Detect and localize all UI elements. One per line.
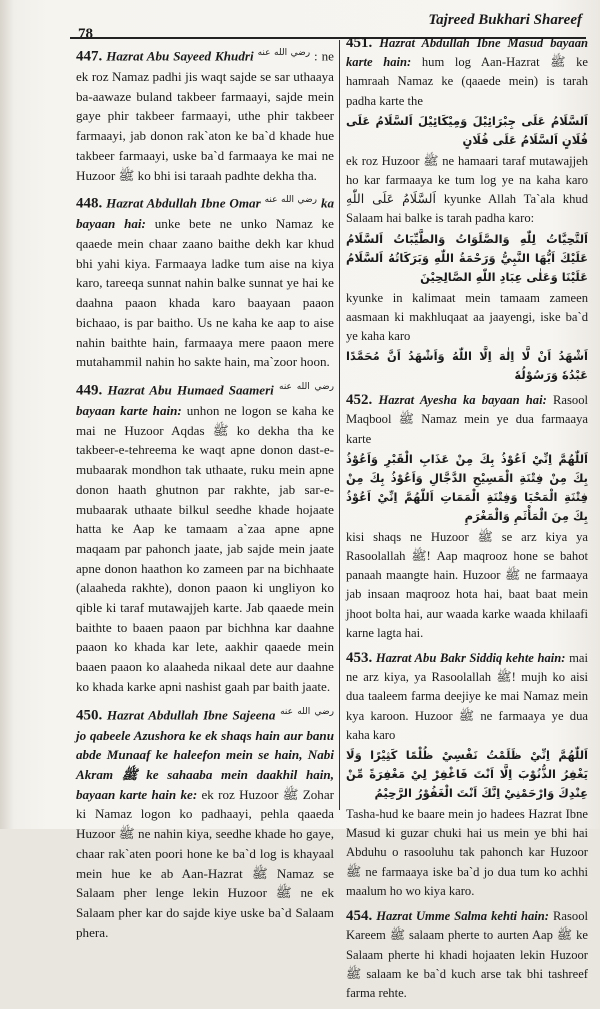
hadith-451 [346, 34, 588, 385]
hadith-narrator: Hazrat Abdullah Ibne Masud bayaan karte hain: [346, 36, 588, 70]
hadith-text: mai ne arz kiya, ya Rasoolallah ﷺ! mujh ko aisi dua taaleem farma deejiye ke mai Namaz mein kya karoon. Huzoor ﷺ ne farmaaya ye dua kaha karo [346, 651, 588, 742]
column-divider [339, 40, 340, 810]
hadith-447 [76, 44, 334, 185]
hadith-text: ek roz Huzoor ﷺ ne hamaari taraf mutawajjeh ho kar farmaaya ke tum log ye na kaha karo اَلسَّلَامُ عَلَى اللّٰهِ kyunke Allah Ta`ala khud Salaam hai balke is tarah padha karo: [346, 153, 588, 226]
hadith-text: kisi shaqs ne Huzoor ﷺ se arz kiya ya Rasoolallah ﷺ! Aap maqrooz hone se bahot panaah maangte hain. Huzoor ﷺ ne farmaaya jab insaan maqrooz hota hai, baat baat mein jhoot bolta hai, aur waada karke waada khilaafi karne lagta hai. [346, 529, 589, 640]
hadith-452 [346, 391, 588, 643]
narrator-suffix: kehti hain: [491, 909, 549, 924]
page-number: 78 [78, 26, 93, 42]
hadith-text: unke bete ne unko Namaz ke qaaede mein chaar zaano baithe dekh kar khud bhi yahi kiya. Farmaaya ladke tum aise na kiya karo, tareeqa sunnat nahin balke sunnat ye hai ke daahna paaon khada karo baayaan paaon bichaao, is par baitho. Us ne kaha ke aap to aise nahin baithte hain, farmaaya mere paaon mere mutahammil nahin ho sakte hain, ma`zoor hoon. [76, 216, 334, 370]
hadith-text: Rasool Maqbool ﷺ Namaz mein ye dua farmaaya karte [346, 393, 588, 446]
hadith-number: 452. [346, 392, 373, 409]
hadith-narrator: Hazrat Abu Humaed Saameri [107, 382, 274, 398]
hadith-number: 447. [76, 48, 103, 65]
honorific-ra: رضي الله عنه [279, 381, 334, 392]
right-column [346, 34, 588, 1009]
honorific-ra: رضي الله عنه [280, 706, 335, 717]
narrator-suffix: ka bayaan hai: [462, 393, 547, 408]
page-gutter-shadow [0, 0, 14, 829]
narrator-suffix: ka bayaan hai: [76, 195, 335, 232]
hadith-narrator: Hazrat Umme Salma [376, 909, 488, 924]
hadith-448 [76, 191, 334, 372]
hadith-narrator: Hazrat Abdullah Ibne Omar [106, 195, 261, 211]
hadith-450 [76, 703, 334, 943]
hadith-454 [346, 907, 588, 1003]
arabic-text: اَشْهَدُ اَنْ لَّا اِلٰهَ اِلَّا اللّٰهُ وَاَشْهَدُ اَنَّ مُحَمَّدًا عَبْدُهٗ وَرَسُوْلُهٗ [346, 349, 588, 383]
hadith-453 [346, 649, 588, 901]
arabic-text: اَلسَّلَامُ عَلَى جِبْرَائِيْلَ وَمِيْكَائِيْلَ اَلسَّلَامُ عَلَى فُلَانٍ اَلسَّلَامُ عَلَى فُلَانٍ [346, 113, 588, 147]
hadith-text: Tasha-hud ke baare mein jo hadees Hazrat Ibne Masud ki guzar chuki hai us mein ye bhi hai Abduhu o rasooluhu tak pahonch kar Huzoor ﷺ ne farmaaya iske ba`d jo dua tum ko achhi maalum ho wo kiya karo. [346, 807, 588, 898]
hadith-number: 454. [346, 908, 373, 925]
hadith-number: 453. [346, 650, 373, 667]
hadith-number: 450. [76, 706, 103, 723]
hadith-text: Rasool Kareem ﷺ salaam pherte to aurten Aap ﷺ ke Salaam pherte hi khadi hojaaten lekin Huzoor ﷺ salaam ke ba`d kuch arse tak bhi tashreef farma rehte. [346, 909, 588, 1000]
hadith-number: 449. [76, 382, 103, 399]
narrator-suffix: bayaan karte hain: [76, 403, 182, 419]
hadith-text: unhon ne logon se kaha ke mai ne Huzoor Aqdas ﷺ ko dekha tha ke takbeer-e-tehreema ke waqt apne donon dast-e-mubaarak mondhon tak uthaate, ruku mein apne donon haath ghutnon par rakhte, jab sar-e-mubaarak uthaate bilkul seedhe khade hojaate hatta ke Aap ke tamaam a`zaa apne apne maqaam par pahonch jaate, jab sajde mein jaate apne donon haathon ko zameen par na bichhaate (alaaheda rakhte), donon paaon ki ungliyon ko qible ki taraf mutawajjeh karte. Jab qaaede mein baithte to baaen paaon par bichhna kar daahne paaon ko khada kar lete, aakhir qaaede mein baaen paaon ko alaaheda nikaal dete aur daahne ko khada karke apni nashist gaah par baith jaate. [76, 403, 335, 694]
honorific-ra: رضي الله عنه [264, 195, 318, 206]
book-title: Tajreed Bukhari Shareef [428, 12, 582, 28]
arabic-text: اَللّٰهُمَّ اِنِّيْ اَعُوْذُ بِكَ مِنْ عَذَابِ الْقَبْرِ وَاَعُوْذُ بِكَ مِنْ فِتْنَةِ الْمَسِيْحِ الدَّجَّالِ وَاَعُوْذُ بِكَ مِنْ فِتْنَةِ الْمَحْيَا وَفِتْنَةِ الْمَمَاتِ اَللّٰهُمَّ اِنِّيْ اَعُوْذُ بِكَ مِنَ الْمَأْثَمِ وَالْمَغْرَمِ [346, 451, 588, 523]
hadith-narrator: Hazrat Abu Sayeed Khudri [106, 48, 254, 64]
narrator-suffix: jo qabeele Azushora ke ek shaqs hain aur banu abde Munaaf ke haleefon mein se hain, Nabi Akram ﷺ ke sahaaba mein daakhil hain, bayaan karte hain ke: [76, 727, 334, 802]
narrator-suffix: kehte hain: [505, 651, 566, 666]
hadith-number: 451. [346, 35, 373, 51]
hadith-narrator: Hazrat Ayesha [378, 393, 457, 408]
arabic-text: اَللّٰهُمَّ اِنِّيْ ظَلَمْتُ نَفْسِيْ ظُلْمًا كَثِيْرًا وَلَا يَغْفِرُ الذُّنُوْبَ اِلَّا اَنْتَ فَاغْفِرْ لِيْ مَغْفِرَةً مِّنْ عِنْدِكَ وَارْحَمْنِيْ اِنَّكَ اَنْتَ الْغَفُوْرُ الرَّحِيْمُ [346, 748, 588, 801]
hadith-text: ek roz Huzoor ﷺ Zohar ki Namaz logon ko padhaayi, pehla qaaeda Huzoor ﷺ ne nahin kiya, seedhe khade ho gaye, chaar rak`aten poori hone ke ba`d log is khayaal mein hue ke ab Aan-Hazrat ﷺ Namaz se Salaam pher lenge lekin Huzoor ﷺ ne ek Salaam pher kar do sajde kiye uske ba`d Salaam phera. [76, 786, 335, 940]
hadith-text: hum log Aan-Hazrat ﷺ ke hamraah Namaz ke (qaaede mein) is tarah padha karte the [346, 55, 588, 108]
honorific-ra: رضي الله عنه [257, 48, 311, 58]
hadith-narrator: Hazrat Abdullah Ibne Sajeena [106, 706, 276, 722]
arabic-text: اَلتَّحِيَّاتُ لِلّٰهِ وَالصَّلَوَاتُ وَالطَّيِّبَاتُ اَلسَّلَامُ عَلَيْكَ اَيُّهَا النَّبِيُّ وَرَحْمَةُ اللّٰهِ وَبَرَكَاتُهُ اَلسَّلَامُ عَلَيْنَا وَعَلٰى عِبَادِ اللّٰهِ الصَّالِحِيْنَ [346, 231, 588, 284]
hadith-text: : ne ek roz Namaz padhi jis waqt sajde se sar uthaaya ba-aawaze buland takbeer farmaayi, sajde mein gaye phir takbeer farmaayi, uthe phir takbeer farmaayi, jab donon rak`aton ke ba`d khade hue takbeer farmaayi, uske ba`d farmaaya ke mai ne Huzoor ﷺ ko bhi isi taraah padhte dekha tha. [76, 48, 334, 183]
hadith-text: kyunke in kalimaat mein tamaam zameen aasmaan ki makhluqaat aa jaayengi, iske ba`d ye kaha karo [346, 290, 588, 344]
left-column [76, 44, 334, 948]
hadith-number: 448. [76, 195, 103, 212]
hadith-narrator: Hazrat Abu Bakr Siddiq [375, 651, 503, 666]
hadith-449 [76, 378, 334, 697]
